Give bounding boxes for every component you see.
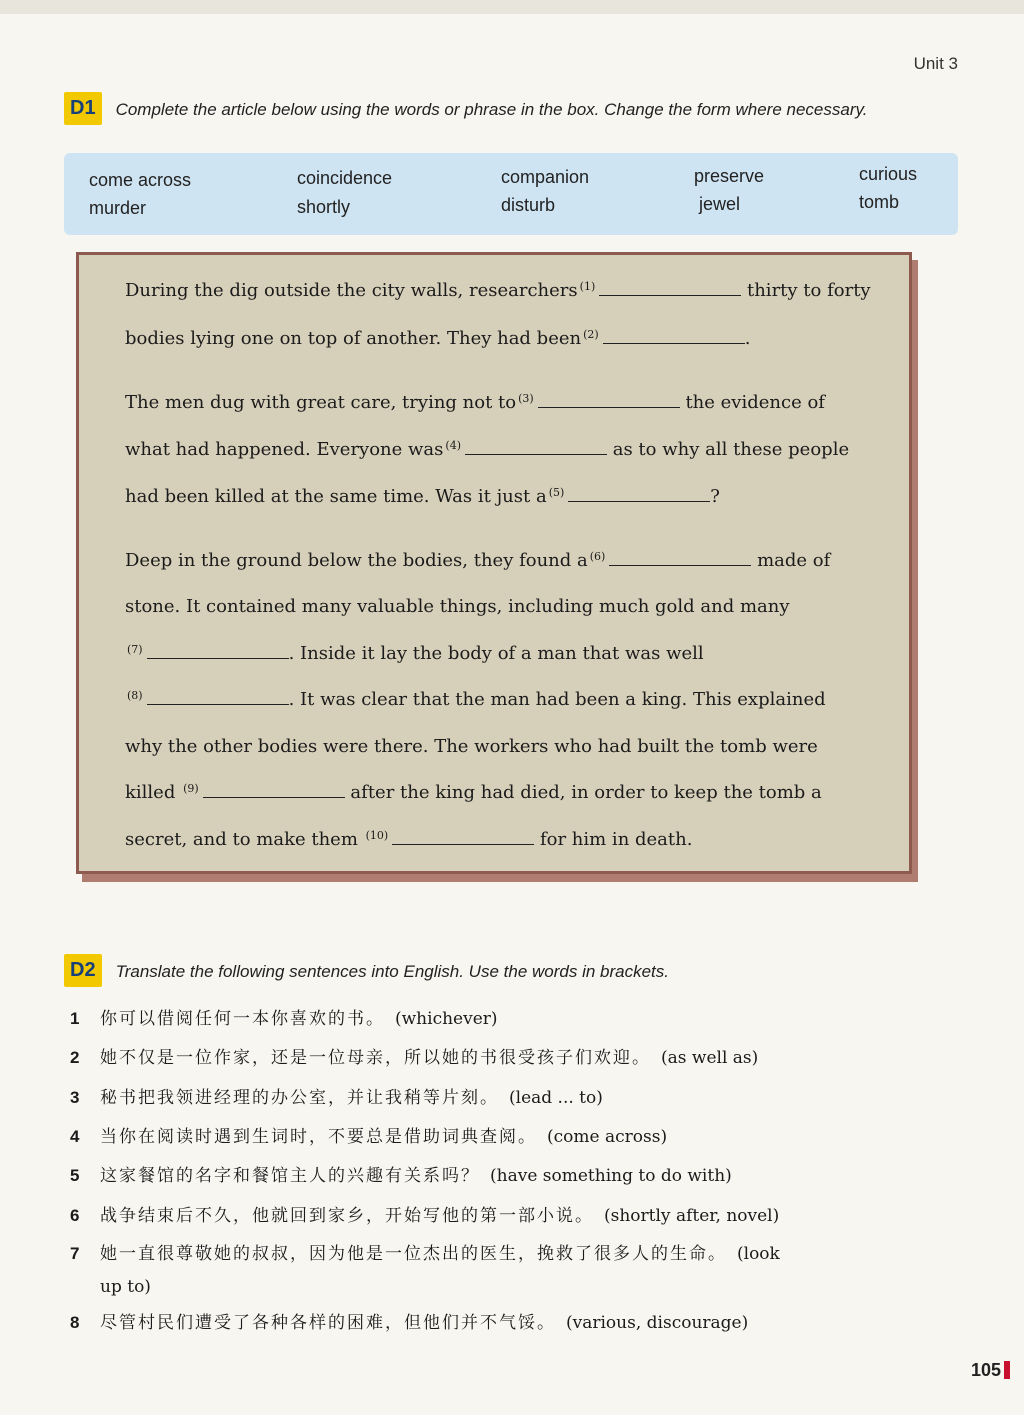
blank-9[interactable] [203, 783, 345, 798]
article-line-1: During the dig outside the city walls, researchers $^{(1)}$ thirty to forty [125, 280, 871, 301]
word-jewel: jewel [699, 194, 741, 214]
word-tomb: tomb [859, 192, 900, 212]
d2-badge: D2 [64, 954, 102, 987]
d1-instruction-text: Complete the article below using the words or phrase in the box. Change the form where necessary. [115, 100, 868, 119]
word-shortly: shortly [297, 197, 351, 217]
blank-3[interactable] [538, 393, 680, 408]
word-murder: murder [89, 198, 147, 218]
word-coincidence: coincidence [297, 168, 393, 188]
page-number-bar [1004, 1361, 1010, 1379]
sentence-5: 5 这家餐馆的名字和餐馆主人的兴趣有关系吗？ (have something to do with) [70, 1166, 732, 1186]
article-line-12: secret, and to make them $^{(10)}$ for him in death. [125, 829, 693, 850]
sentence-1: 1 你可以借阅任何一本你喜欢的书。 (whichever) [70, 1009, 498, 1029]
sentence-4: 4 当你在阅读时遇到生词时，不要总是借助词典查阅。 (come across) [70, 1127, 668, 1147]
article-line-3: The men dug with great care, trying not to $^{(3)}$ the evidence of [125, 392, 825, 413]
article-line-4: what had happened. Everyone was $^{(4)}$ as to why all these people [125, 439, 850, 460]
sentence-6: 6 战争结束后不久，他就回到家乡，开始写他的第一部小说。 (shortly after, novel) [70, 1206, 780, 1226]
sentence-2: 2 她不仅是一位作家，还是一位母亲，所以她的书很受孩子们欢迎。 (as well as) [70, 1048, 759, 1068]
word-box [64, 153, 958, 235]
page-top-band [0, 0, 1024, 14]
blank-2[interactable] [603, 329, 745, 344]
article-line-2: bodies lying one on top of another. They had been $^{(2)}$ . [125, 328, 751, 349]
article-line-10: why the other bodies were there. The workers who had built the tomb were [125, 736, 818, 757]
blank-6[interactable] [609, 551, 751, 566]
article-line-7: stone. It contained many valuable things, including much gold and many [125, 596, 790, 617]
word-preserve: preserve [694, 166, 765, 186]
article-line-8: $^{(7)}$ . Inside it lay the body of a man that was well [127, 643, 704, 664]
sentence-7-continued: up to) [100, 1277, 151, 1297]
article-line-6: Deep in the ground below the bodies, they found a $^{(6)}$ made of [125, 550, 831, 571]
blank-1[interactable] [599, 281, 741, 296]
article-line-11: killed $^{(9)}$ after the king had died, in order to keep the tomb a [125, 782, 822, 803]
article-line-9: $^{(8)}$ . It was clear that the man had been a king. This explained [127, 689, 826, 710]
word-come-across: come across [89, 170, 192, 190]
blank-10[interactable] [392, 830, 534, 845]
unit-label: Unit 3 [913, 54, 958, 73]
blank-5[interactable] [568, 487, 710, 502]
d2-instruction-text: Translate the following sentences into English. Use the words in brackets. [115, 962, 669, 981]
d2-instruction [64, 954, 944, 987]
word-curious: curious [859, 164, 918, 184]
sentence-8: 8 尽管村民们遭受了各种各样的困难，但他们并不气馁。 (various, discourage) [70, 1313, 749, 1333]
sentence-3: 3 秘书把我领进经理的办公室，并让我稍等片刻。 (lead ... to) [70, 1088, 603, 1108]
article-line-5: had been killed at the same time. Was it just a $^{(5)}$ ? [125, 486, 720, 507]
article-box [76, 252, 912, 874]
word-disturb: disturb [501, 195, 556, 215]
sentence-7: 7 她一直很尊敬她的叔叔，因为他是一位杰出的医生，挽救了很多人的生命。 (look [70, 1244, 780, 1264]
d1-badge: D1 [64, 92, 102, 125]
blank-4[interactable] [465, 440, 607, 455]
d1-instruction [64, 92, 944, 125]
blank-8[interactable] [147, 690, 289, 705]
word-companion: companion [501, 167, 590, 187]
page-number: 105 [971, 1360, 1010, 1381]
blank-7[interactable] [147, 644, 289, 659]
